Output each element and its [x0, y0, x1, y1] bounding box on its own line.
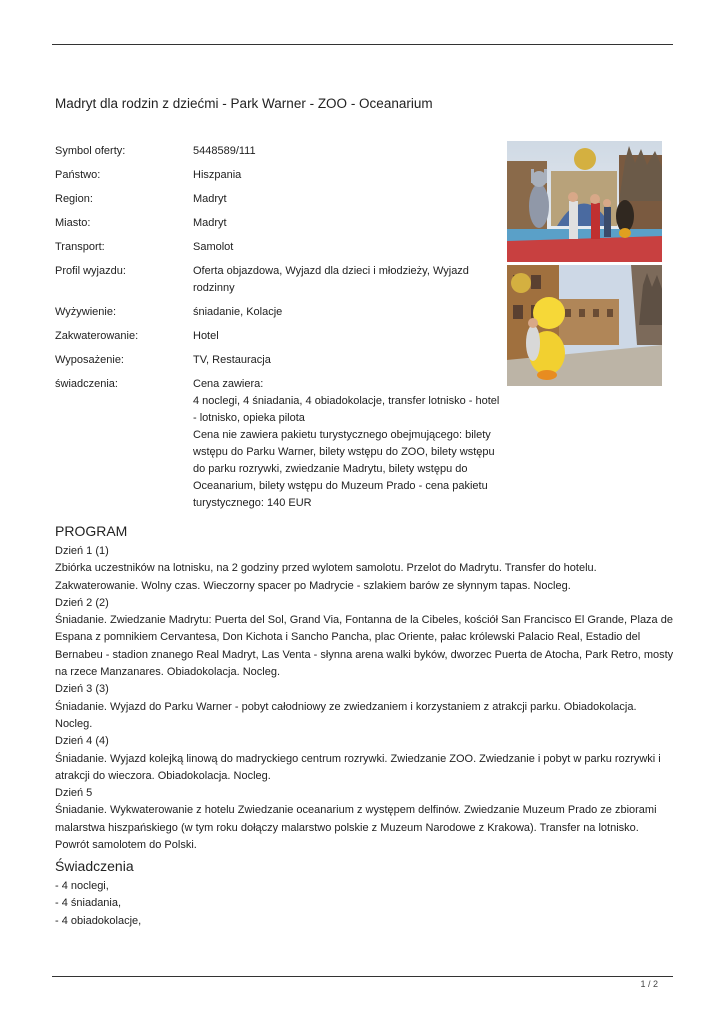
page-title: Madryt dla rodzin z dziećmi - Park Warner - ZOO - Oceanarium [55, 96, 433, 111]
offer-label: Transport: [55, 241, 105, 253]
offer-label: Państwo: [55, 169, 101, 181]
day-title: Dzień 1 (1) [55, 545, 109, 557]
offer-row-profile [55, 263, 505, 297]
day-description: Śniadanie. Wyjazd kolejką linową do madryckiego centrum rozrywki. Zwiedzanie ZOO. Zwiedzanie i pobyt w parku rozrywki i atrakcji do wieczora. Obiadokolacja. Nocleg. [55, 752, 661, 782]
offer-value: Madryt [193, 217, 227, 229]
day-description: Zbiórka uczestników na lotnisku, na 2 godziny przed wylotem samolotu. Przelot do Madrytu. Transfer do hotelu. Zakwaterowanie. Wolny czas. Wieczorny spacer po Madrycie - szlakiem barów ze słynnym tapas. Nocleg. [55, 562, 597, 592]
photo-tweety-mascot [507, 265, 662, 386]
offer-label: Region: [55, 193, 93, 205]
offer-value: TV, Restauracja [193, 354, 271, 366]
page-number: 1 / 2 [640, 979, 658, 989]
offer-label: Profil wyjazdu: [55, 265, 126, 277]
offer-value: Oferta objazdowa, Wyjazd dla dzieci i młodzieży, Wyjazd rodzinny [193, 265, 469, 294]
day-title: Dzień 3 (3) [55, 683, 109, 696]
offer-value: 5448589/111 [193, 145, 256, 157]
offer-value: Cena zawiera: 4 noclegi, 4 śniadania, 4 obiadokolacje, transfer lotnisko - hotel - lotnisko, opieka pilota Cena nie zawiera pakietu turystycznego obejmującego: bilety wstępu do Parku Warner, bilety wstępu do ZOO, bilety wstępu do parku rozrywki, zwiedzanie Madrytu, bilety wstępu do Oceanarium, bilety wstępu do Muzeum Prado - cena pakietu turystycznego: 140 EUR [193, 378, 500, 509]
photo-park-entrance [507, 141, 662, 262]
offer-label: świadczenia: [55, 378, 118, 390]
offer-value: Hiszpania [193, 169, 242, 181]
offer-value: śniadanie, Kolacje [193, 306, 283, 318]
offer-row-symbol [55, 143, 505, 160]
services-list-item: - 4 noclegi, [55, 880, 109, 892]
day-description: Śniadanie. Wyjazd do Parku Warner - pobyt całodniowy ze zwiedzaniem i korzystaniem z atrakcji parku. Obiadokolacja. Nocleg. [55, 700, 637, 730]
day-description: Śniadanie. Wykwaterowanie z hotelu Zwiedzanie oceanarium z występem delfinów. Zwiedzanie Muzeum Prado ze zbiorami malarstwa hiszpańskiego (w tym roku dołączy malarstwo polskie z Muzeum Narodowe z Krakowa). Transfer na lotnisko. Powrót samolotem do Polski. [55, 804, 657, 852]
services-heading: Świadczenia [55, 858, 134, 874]
offer-row-city [55, 215, 505, 232]
offer-row-equipment [55, 352, 505, 369]
program-section [55, 522, 675, 854]
offer-details [55, 143, 505, 512]
offer-label: Wyposażenie: [55, 354, 124, 366]
offer-row-board [55, 304, 505, 321]
offer-label: Zakwaterowanie: [55, 330, 139, 342]
offer-label: Symbol oferty: [55, 145, 126, 157]
offer-row-services [55, 376, 505, 512]
program-heading: PROGRAM [55, 523, 128, 539]
services-list-item: - 4 śniadania, [55, 897, 122, 910]
offer-value: Hotel [193, 330, 219, 342]
offer-row-country [55, 167, 505, 184]
header-rule [52, 44, 673, 45]
services-list-item: - 4 obiadokolacje, [55, 914, 142, 927]
offer-value: Madryt [193, 193, 227, 205]
offer-label: Miasto: [55, 217, 91, 229]
day-title: Dzień 4 (4) [55, 735, 109, 748]
day-title: Dzień 5 [55, 787, 93, 800]
offer-value: Samolot [193, 241, 234, 253]
day-title: Dzień 2 (2) [55, 596, 109, 609]
offer-row-region [55, 191, 505, 208]
offer-row-accommodation [55, 328, 505, 345]
day-description: Śniadanie. Zwiedzanie Madrytu: Puerta del Sol, Grand Via, Fontanna de la Cibeles, kościół San Francisco El Grande, Plaza de Espana z pomnikiem Cervantesa, Don Kichota i Sancho Pancha, plac Oriente, pałac królewski Palacio Real, Estadio del Bernabeu - stadion znanego Real Madryt, Las Venta - słynna arena walki byków, dworzec Puerta de Atocha, Park Retro, mosty na rzece Manzanares. Obiadokolacja. Nocleg. [55, 614, 674, 679]
offer-label: Wyżywienie: [55, 306, 117, 318]
footer-rule [52, 976, 673, 977]
offer-row-transport [55, 239, 505, 256]
services-section [55, 857, 675, 930]
